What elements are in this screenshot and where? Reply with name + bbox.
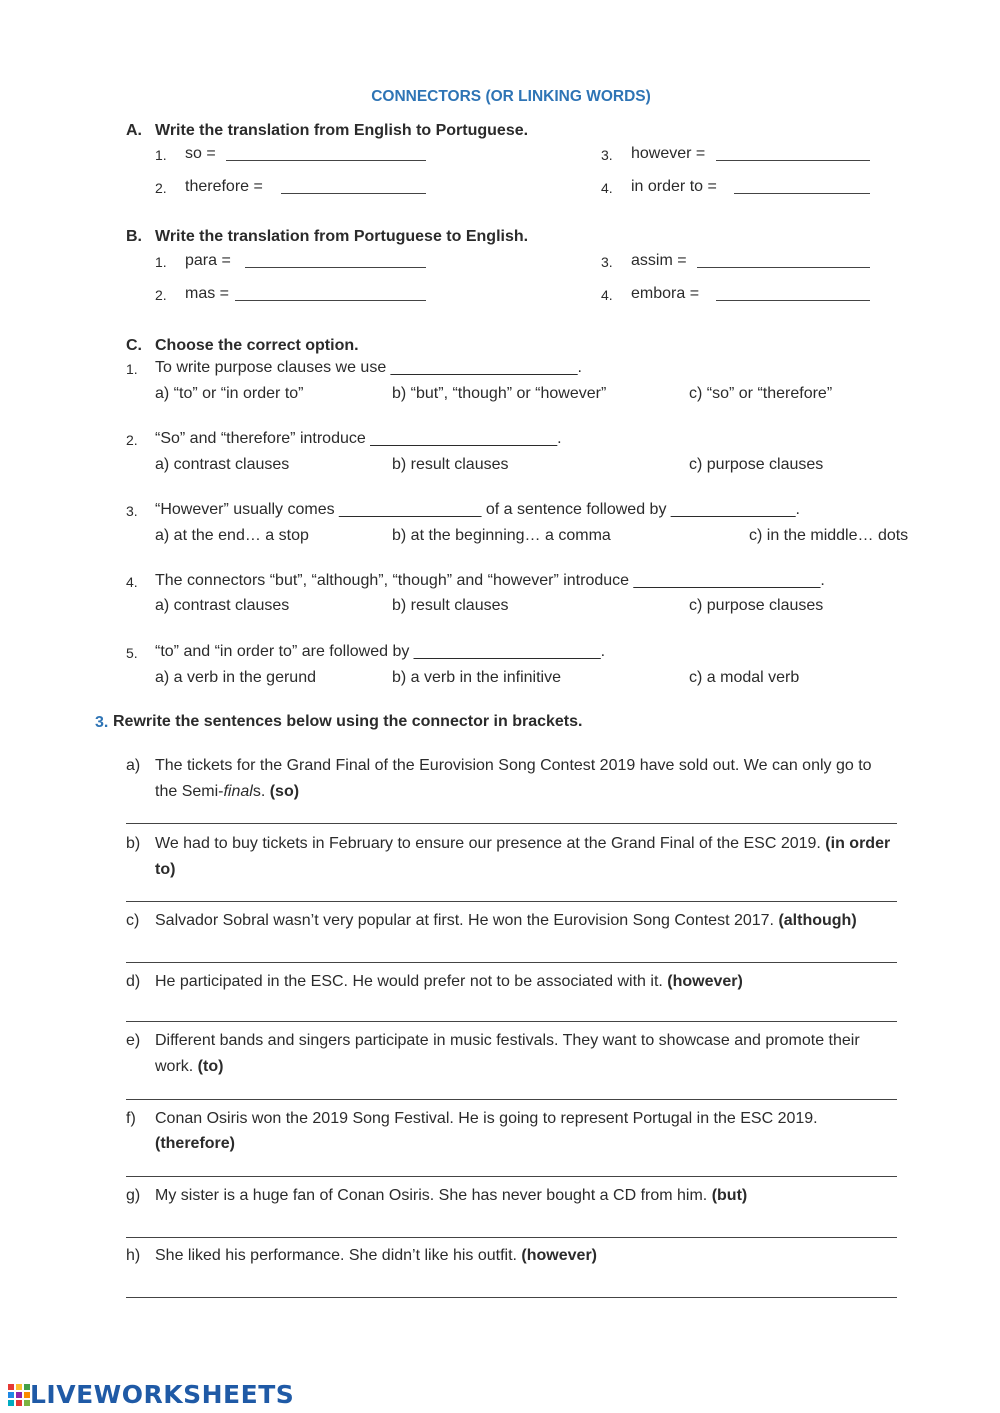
question-stem: To write purpose clauses we use _____________________. bbox=[155, 359, 582, 376]
section-a-item-num: 4. bbox=[601, 180, 613, 196]
answer-line[interactable] bbox=[226, 160, 426, 161]
section-c-heading: Choose the correct option. bbox=[155, 337, 359, 354]
rewrite-item-text: We had to buy tickets in February to ensure our presence at the Grand Final of the ESC 2019. (in order bbox=[155, 835, 891, 852]
question-stem: “So” and “therefore” introduce _____________________. bbox=[155, 430, 562, 447]
section-a-item-text: in order to = bbox=[631, 178, 717, 195]
rewrite-item-text: Different bands and singers participate in music festivals. They want to showcase and promote their bbox=[155, 1032, 860, 1049]
rewrite-item-text: Conan Osiris won the 2019 Song Festival. He is going to represent Portugal in the ESC 2019. bbox=[155, 1110, 818, 1127]
connector-hint: (in order bbox=[825, 835, 891, 852]
rewrite-item-letter: b) bbox=[126, 835, 141, 852]
option-a[interactable]: a) contrast clauses bbox=[155, 597, 290, 614]
section-b-item-text: mas = bbox=[185, 285, 230, 302]
rewrite-item-letter: c) bbox=[126, 912, 140, 929]
liveworksheets-logo-icon bbox=[8, 1384, 30, 1406]
connector-hint: (so) bbox=[269, 783, 300, 800]
connector-hint: (but) bbox=[711, 1187, 748, 1204]
section-a-item-text: however = bbox=[631, 145, 706, 162]
option-c[interactable]: c) “so” or “therefore” bbox=[689, 385, 833, 402]
answer-line[interactable] bbox=[126, 962, 897, 963]
answer-line[interactable] bbox=[245, 267, 426, 268]
question-stem: “However” usually comes ________________ of a sentence followed by ______________. bbox=[155, 501, 800, 518]
section-b-heading: Write the translation from Portuguese to English. bbox=[155, 228, 529, 245]
section-a-letter: A. bbox=[126, 122, 142, 139]
question-num: 5. bbox=[126, 645, 138, 661]
option-a[interactable]: a) at the end… a stop bbox=[155, 527, 309, 544]
question-num: 3. bbox=[126, 503, 138, 519]
rewrite-item-text-line2: the Semi-finals. (so) bbox=[155, 783, 300, 800]
section-b-item-text: embora = bbox=[631, 285, 700, 302]
section-a-heading: Write the translation from English to Portuguese. bbox=[155, 122, 529, 139]
section-3-num: 3. bbox=[95, 714, 109, 731]
question-stem: The connectors “but”, “although”, “though” and “however” introduce _____________________. bbox=[155, 572, 825, 589]
connector-hint: (although) bbox=[778, 912, 857, 929]
answer-line[interactable] bbox=[697, 267, 870, 268]
option-b[interactable]: b) result clauses bbox=[392, 597, 509, 614]
rewrite-item-text-line2: work. (to) bbox=[155, 1058, 224, 1075]
answer-line[interactable] bbox=[235, 300, 426, 301]
answer-line[interactable] bbox=[716, 300, 870, 301]
answer-line[interactable] bbox=[281, 193, 426, 194]
section-c-letter: C. bbox=[126, 337, 142, 354]
page-title: CONNECTORS (OR LINKING WORDS) bbox=[371, 88, 651, 105]
section-3-heading: Rewrite the sentences below using the connector in brackets. bbox=[113, 713, 583, 730]
answer-line[interactable] bbox=[126, 1176, 897, 1177]
answer-line[interactable] bbox=[126, 901, 897, 902]
rewrite-item-letter: d) bbox=[126, 973, 141, 990]
option-b[interactable]: b) result clauses bbox=[392, 456, 509, 473]
connector-hint: (to) bbox=[197, 1058, 224, 1075]
answer-line[interactable] bbox=[126, 1099, 897, 1100]
rewrite-item-text: The tickets for the Grand Final of the Eurovision Song Contest 2019 have sold out. We can only go to bbox=[155, 757, 872, 774]
answer-line[interactable] bbox=[126, 1297, 897, 1298]
connector-hint: to) bbox=[155, 861, 176, 878]
section-b-letter: B. bbox=[126, 228, 142, 245]
connector-hint: (therefore) bbox=[155, 1135, 236, 1152]
section-b-item-num: 3. bbox=[601, 254, 613, 270]
liveworksheets-logo[interactable]: LIVEWORKSHEETS bbox=[30, 1380, 295, 1409]
rewrite-item-letter: a) bbox=[126, 757, 141, 774]
option-c[interactable]: c) in the middle… dots bbox=[749, 527, 909, 544]
rewrite-item-text: Salvador Sobral wasn’t very popular at first. He won the Eurovision Song Contest 2017. (although) bbox=[155, 912, 857, 929]
rewrite-item-letter: g) bbox=[126, 1187, 141, 1204]
question-num: 1. bbox=[126, 361, 138, 377]
rewrite-item-text: My sister is a huge fan of Conan Osiris. She has never bought a CD from him. (but) bbox=[155, 1187, 748, 1204]
option-a[interactable]: a) a verb in the gerund bbox=[155, 669, 316, 686]
answer-line[interactable] bbox=[126, 1021, 897, 1022]
option-b[interactable]: b) “but”, “though” or “however” bbox=[392, 385, 607, 402]
section-a-item-num: 2. bbox=[155, 180, 167, 196]
section-a-item-text: so = bbox=[185, 145, 216, 162]
rewrite-item-text: She liked his performance. She didn’t like his outfit. (however) bbox=[155, 1247, 597, 1264]
question-stem: “to” and “in order to” are followed by _____________________. bbox=[155, 643, 606, 660]
option-c[interactable]: c) purpose clauses bbox=[689, 597, 824, 614]
section-b-item-num: 2. bbox=[155, 287, 167, 303]
option-b[interactable]: b) a verb in the infinitive bbox=[392, 669, 561, 686]
section-a-item-num: 1. bbox=[155, 147, 167, 163]
rewrite-item-text: He participated in the ESC. He would prefer not to be associated with it. (however) bbox=[155, 973, 743, 990]
section-b-item-text: assim = bbox=[631, 252, 687, 269]
connector-hint: (however) bbox=[521, 1247, 597, 1264]
section-b-item-num: 1. bbox=[155, 254, 167, 270]
option-c[interactable]: c) purpose clauses bbox=[689, 456, 824, 473]
answer-line[interactable] bbox=[126, 1237, 897, 1238]
option-a[interactable]: a) “to” or “in order to” bbox=[155, 385, 304, 402]
section-b-item-num: 4. bbox=[601, 287, 613, 303]
rewrite-item-letter: f) bbox=[126, 1110, 136, 1127]
question-num: 2. bbox=[126, 432, 138, 448]
connector-hint: (however) bbox=[667, 973, 743, 990]
section-a-item-text: therefore = bbox=[185, 178, 263, 195]
option-b[interactable]: b) at the beginning… a comma bbox=[392, 527, 611, 544]
answer-line[interactable] bbox=[716, 160, 870, 161]
section-a-item-num: 3. bbox=[601, 147, 613, 163]
answer-line[interactable] bbox=[734, 193, 870, 194]
answer-line[interactable] bbox=[126, 823, 897, 824]
rewrite-item-letter: e) bbox=[126, 1032, 141, 1049]
question-num: 4. bbox=[126, 574, 138, 590]
rewrite-item-letter: h) bbox=[126, 1247, 141, 1264]
option-c[interactable]: c) a modal verb bbox=[689, 669, 800, 686]
section-b-item-text: para = bbox=[185, 252, 231, 269]
option-a[interactable]: a) contrast clauses bbox=[155, 456, 290, 473]
